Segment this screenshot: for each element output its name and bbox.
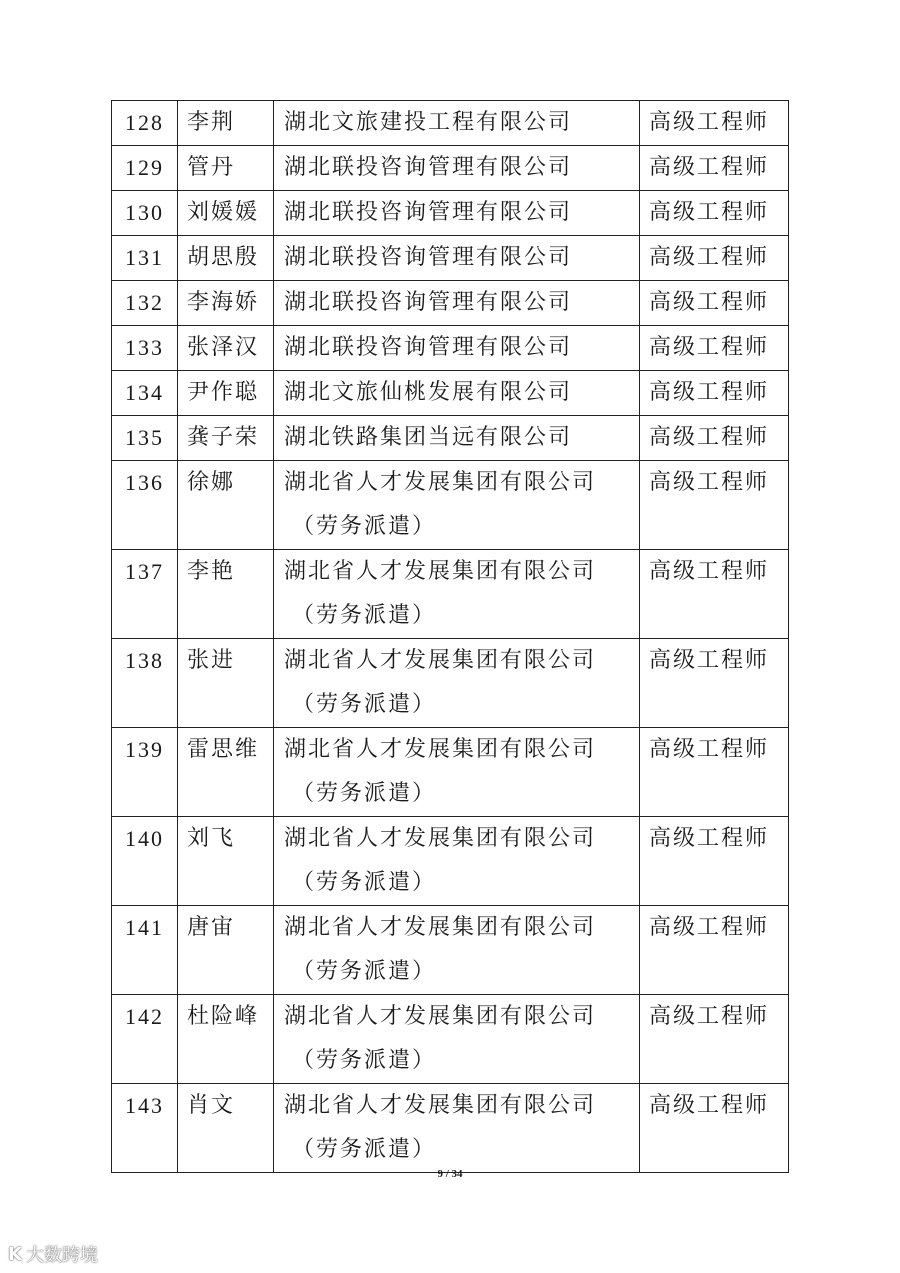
organization-line: （劳务派遣） [292, 692, 437, 717]
name-cell: 雷思维 [178, 728, 274, 817]
organization-line: 湖北省人才发展集团有限公司 [284, 1093, 597, 1118]
organization-line: 湖北文旅建投工程有限公司 [284, 110, 573, 135]
organization-line: 湖北省人才发展集团有限公司 [284, 915, 597, 940]
organization-line: 湖北省人才发展集团有限公司 [284, 826, 597, 851]
organization-line: （劳务派遣） [292, 1137, 437, 1162]
organization-cell [274, 326, 640, 371]
organization-cell [274, 550, 640, 639]
title-cell: 高级工程师 [640, 728, 789, 817]
organization-line: 湖北铁路集团当远有限公司 [284, 425, 573, 450]
row-number-cell: 130 [112, 191, 178, 236]
row-number-cell: 142 [112, 995, 178, 1084]
organization-cell [274, 461, 640, 550]
table-row [112, 817, 789, 906]
watermark [8, 1241, 98, 1267]
table-row [112, 146, 789, 191]
organization-line: 湖北联投咨询管理有限公司 [284, 200, 573, 225]
name-cell: 刘飞 [178, 817, 274, 906]
name-cell: 龚子荣 [178, 416, 274, 461]
table-row [112, 461, 789, 550]
organization-line: （劳务派遣） [292, 959, 437, 984]
table-row [112, 639, 789, 728]
name-cell: 李艳 [178, 550, 274, 639]
title-cell: 高级工程师 [640, 326, 789, 371]
organization-cell [274, 639, 640, 728]
table-row [112, 728, 789, 817]
name-cell: 刘媛媛 [178, 191, 274, 236]
organization-line: （劳务派遣） [292, 1048, 437, 1073]
watermark-text: 大数跨境 [25, 1245, 98, 1266]
organization-cell [274, 817, 640, 906]
organization-line: 湖北联投咨询管理有限公司 [284, 335, 573, 360]
organization-cell [274, 236, 640, 281]
table-row [112, 906, 789, 995]
organization-cell [274, 728, 640, 817]
organization-cell [274, 101, 640, 146]
row-number-cell: 137 [112, 550, 178, 639]
title-cell: 高级工程师 [640, 371, 789, 416]
title-cell: 高级工程师 [640, 550, 789, 639]
name-cell: 李荆 [178, 101, 274, 146]
title-cell: 高级工程师 [640, 817, 789, 906]
organization-line: （劳务派遣） [292, 781, 437, 806]
table-row [112, 326, 789, 371]
organization-line: （劳务派遣） [292, 870, 437, 895]
organization-line: 湖北省人才发展集团有限公司 [284, 470, 597, 495]
row-number-cell: 132 [112, 281, 178, 326]
organization-line: 湖北文旅仙桃发展有限公司 [284, 380, 573, 405]
table-row [112, 191, 789, 236]
organization-line: 湖北省人才发展集团有限公司 [284, 559, 597, 584]
organization-cell [274, 281, 640, 326]
table-row [112, 416, 789, 461]
name-cell: 张进 [178, 639, 274, 728]
name-cell: 唐宙 [178, 906, 274, 995]
organization-cell [274, 906, 640, 995]
table-row [112, 236, 789, 281]
name-cell: 尹作聪 [178, 371, 274, 416]
title-cell: 高级工程师 [640, 906, 789, 995]
title-cell: 高级工程师 [640, 146, 789, 191]
title-cell: 高级工程师 [640, 416, 789, 461]
organization-line: 湖北联投咨询管理有限公司 [284, 155, 573, 180]
organization-cell [274, 191, 640, 236]
organization-line: （劳务派遣） [292, 514, 437, 539]
roster-table [111, 100, 789, 1173]
name-cell: 管丹 [178, 146, 274, 191]
name-cell: 肖文 [178, 1084, 274, 1173]
watermark-logo-icon: K [8, 1243, 22, 1265]
title-cell: 高级工程师 [640, 1084, 789, 1173]
table-row [112, 995, 789, 1084]
organization-line: 湖北省人才发展集团有限公司 [284, 737, 597, 762]
organization-cell [274, 416, 640, 461]
roster-body [112, 101, 789, 1173]
row-number-cell: 140 [112, 817, 178, 906]
row-number-cell: 135 [112, 416, 178, 461]
table-row [112, 281, 789, 326]
row-number-cell: 131 [112, 236, 178, 281]
name-cell: 徐娜 [178, 461, 274, 550]
table-row [112, 371, 789, 416]
row-number-cell: 136 [112, 461, 178, 550]
organization-cell [274, 1084, 640, 1173]
table-row [112, 101, 789, 146]
row-number-cell: 128 [112, 101, 178, 146]
title-cell: 高级工程师 [640, 191, 789, 236]
organization-line: （劳务派遣） [292, 603, 437, 628]
name-cell: 李海娇 [178, 281, 274, 326]
organization-line: 湖北省人才发展集团有限公司 [284, 648, 597, 673]
row-number-cell: 139 [112, 728, 178, 817]
name-cell: 张泽汉 [178, 326, 274, 371]
organization-line: 湖北省人才发展集团有限公司 [284, 1004, 597, 1029]
row-number-cell: 138 [112, 639, 178, 728]
row-number-cell: 134 [112, 371, 178, 416]
title-cell: 高级工程师 [640, 639, 789, 728]
name-cell: 杜险峰 [178, 995, 274, 1084]
organization-cell [274, 995, 640, 1084]
row-number-cell: 133 [112, 326, 178, 371]
title-cell: 高级工程师 [640, 461, 789, 550]
title-cell: 高级工程师 [640, 995, 789, 1084]
title-cell: 高级工程师 [640, 236, 789, 281]
organization-cell [274, 146, 640, 191]
row-number-cell: 143 [112, 1084, 178, 1173]
organization-line: 湖北联投咨询管理有限公司 [284, 290, 573, 315]
title-cell: 高级工程师 [640, 101, 789, 146]
row-number-cell: 129 [112, 146, 178, 191]
row-number-cell: 141 [112, 906, 178, 995]
page-number: 9 / 34 [437, 1168, 463, 1180]
organization-line: 湖北联投咨询管理有限公司 [284, 245, 573, 270]
title-cell: 高级工程师 [640, 281, 789, 326]
table-row [112, 1084, 789, 1173]
table-row [112, 550, 789, 639]
name-cell: 胡思殷 [178, 236, 274, 281]
organization-cell [274, 371, 640, 416]
